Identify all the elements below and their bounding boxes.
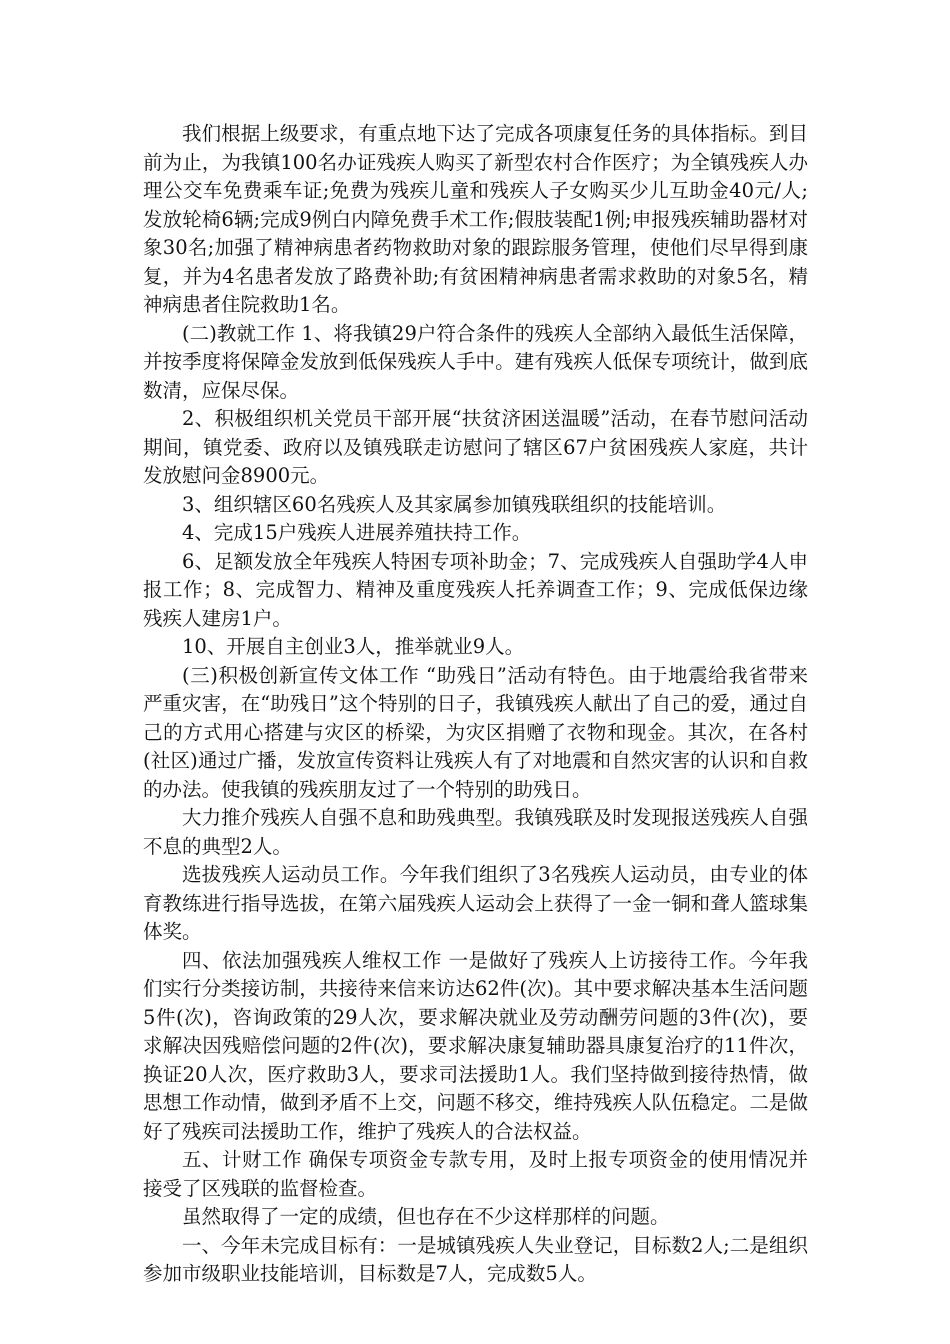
paragraph-athletes: 选拔残疾人运动员工作。今年我们组织了3名残疾人运动员，由专业的体育教练进行指导选拔，在第六届残疾人运动会上获得了一金一铜和聋人篮球集体奖。 <box>143 863 808 943</box>
paragraph-unmet-targets: 一、今年未完成目标有：一是城镇残疾人失业登记，目标数2人;二是组织参加市级职业技能培训，目标数是7人，完成数5人。 <box>143 1233 808 1285</box>
paragraph-assistance-work: (二)教就工作 1、将我镇29户符合条件的残疾人全部纳入最低生活保障，并按季度将保障金发放到低保残疾人手中。建有残疾人低保专项统计，做到底数清，应保尽保。 <box>143 321 808 402</box>
paragraph-rehab-tasks: 我们根据上级要求，有重点地下达了完成各项康复任务的具体指标。到目前为止，为我镇100名办证残疾人购买了新型农村合作医疗；为全镇残疾人办理公交车免费乘车证;免费为残疾儿童和残疾人子女购买少儿互助金40元/人;发放轮椅6辆;完成9例白内障免费手术工作;假肢装配1例;申报残疾辅助器材对象30名;加强了精神病患者药物救助对象的跟踪服务管理，使他们尽早得到康复，并为4名患者发放了路费补助;有贫困精神病患者需求救助的对象5名，精神病患者住院救助1名。 <box>143 122 808 316</box>
paragraph-finance-work: 五、计财工作 确保专项资金专款专用，及时上报专项资金的使用情况并接受了区残联的监督检查。 <box>143 1148 808 1200</box>
document-body <box>143 120 808 1289</box>
paragraph-problems-intro: 虽然取得了一定的成绩，但也存在不少这样那样的问题。 <box>182 1205 670 1228</box>
paragraph-rights-protection: 四、依法加强残疾人维权工作 一是做好了残疾人上访接待工作。今年我们实行分类接访制，共接待来信来访达62件(次)。其中要求解决基本生活问题5件(次)，咨询政策的29人次，要求解决就业及劳动酬劳问题的3件(次)，要求解决因残赔偿问题的2件(次)，要求解决康复辅助器具康复治疗的11件次，换证20人次，医疗救助3人，要求司法援助1人。我们坚持做到接待热情，做思想工作动情，做到矛盾不上交，问题不移交，维持残疾人队伍稳定。二是做好了残疾司法援助工作，维护了残疾人的合法权益。 <box>143 948 808 1143</box>
paragraph-employment: 10、开展自主创业3人，推举就业9人。 <box>182 635 525 658</box>
paragraph-poverty-relief: 2、积极组织机关党员干部开展“扶贫济困送温暖”活动，在春节慰问活动期间，镇党委、政府以及镇残联走访慰问了辖区67户贫困残疾人家庭，共计发放慰问金8900元。 <box>143 407 808 487</box>
paragraph-role-models: 大力推介残疾人自强不息和助残典型。我镇残联及时发现报送残疾人自强不息的典型2人。 <box>143 806 808 858</box>
paragraph-skills-training: 3、组织辖区60名残疾人及其家属参加镇残联组织的技能培训。 <box>182 492 727 516</box>
paragraph-breeding-support: 4、完成15户残疾人进展养殖扶持工作。 <box>182 521 532 544</box>
paragraph-publicity-culture: (三)积极创新宣传文体工作 “助残日”活动有特色。由于地震给我省带来严重灾害，在“助残日”这个特别的日子，我镇残疾人献出了自己的爱，通过自己的方式用心搭建与灾区的桥梁，为灾区捐赠了衣物和现金。其次，在各村(社区)通过广播，发放宣传资料让残疾人有了对地震和自然灾害的认识和自救的办法。使我镇的残疾朋友过了一个特别的助残日。 <box>143 663 808 801</box>
paragraph-special-subsidy: 6、足额发放全年残疾人特困专项补助金；7、完成残疾人自强助学4人申报工作；8、完成智力、精神及重度残疾人托养调查工作；9、完成低保边缘残疾人建房1户。 <box>143 549 808 630</box>
